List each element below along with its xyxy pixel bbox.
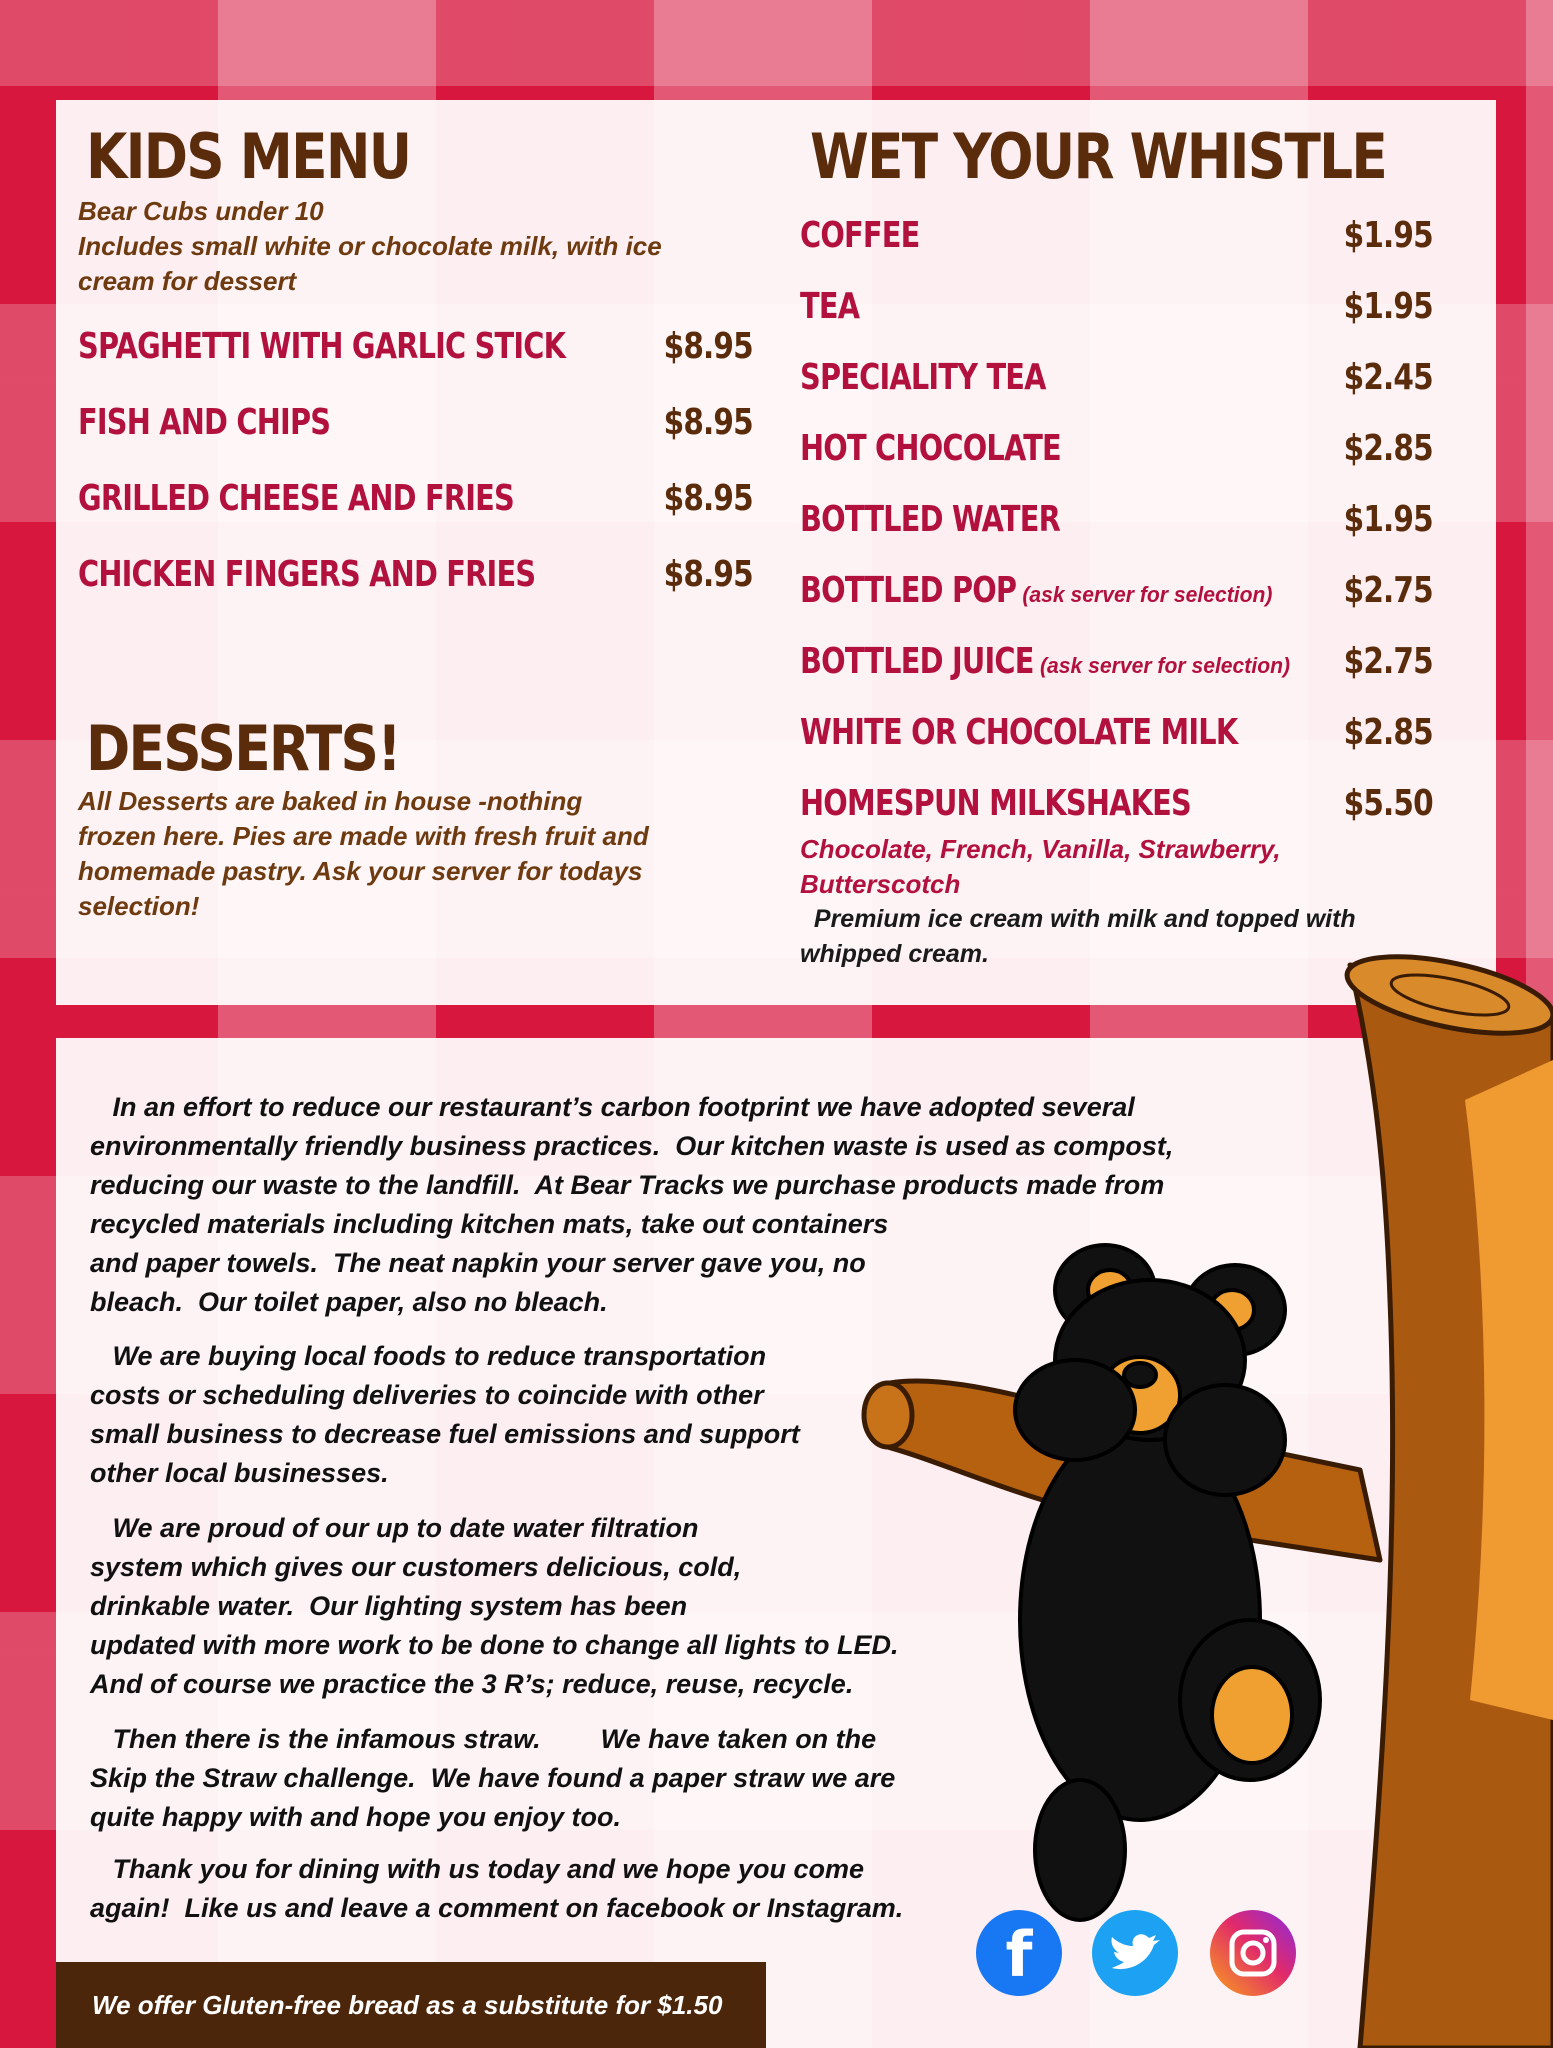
paragraph-line: updated with more work to be done to change all lights to LED. xyxy=(90,1630,899,1660)
kids-item-price: $8.95 xyxy=(663,554,753,595)
paragraph-line: Skip the Straw challenge. We have found a paper straw we are xyxy=(90,1763,896,1793)
paragraph-line: And of course we practice the 3 R’s; reduce, reuse, recycle. xyxy=(90,1669,854,1699)
flavors-line: Chocolate, French, Vanilla, Strawberry, xyxy=(800,834,1281,864)
drink-item-note: (ask server for selection) xyxy=(1039,653,1291,678)
facebook-icon[interactable] xyxy=(976,1910,1062,1996)
desserts-text-line: selection! xyxy=(78,891,200,921)
kids-subtitle-line: cream for dessert xyxy=(78,266,297,296)
paragraph-line: We are buying local foods to reduce transportation xyxy=(90,1341,767,1371)
paragraph-line: quite happy with and hope you enjoy too. xyxy=(90,1802,621,1832)
kids-subtitle-line: Includes small white or chocolate milk, with ice xyxy=(78,231,662,261)
gluten-free-notice: We offer Gluten-free bread as a substitute for $1.50 xyxy=(56,1962,766,2048)
flavors-line: Butterscotch xyxy=(800,869,961,899)
instagram-icon[interactable] xyxy=(1210,1910,1296,1996)
paragraph-line: costs or scheduling deliveries to coincide with other xyxy=(90,1380,764,1410)
paragraph-line: reducing our waste to the landfill. At Bear Tracks we purchase products made from xyxy=(90,1170,1165,1200)
paragraph-line: small business to decrease fuel emissions and support xyxy=(90,1419,800,1449)
drink-item-name: COFFEE xyxy=(800,215,920,256)
paragraph-line: We are proud of our up to date water filtration xyxy=(90,1513,699,1543)
kids-item-price: $8.95 xyxy=(663,326,753,367)
twitter-icon[interactable] xyxy=(1092,1910,1178,1996)
drink-item-name: BOTTLED POP (ask server for selection) xyxy=(800,570,1273,611)
desserts-text-line: homemade pastry. Ask your server for todays xyxy=(78,856,643,886)
kids-item-price: $8.95 xyxy=(663,478,753,519)
drink-item-price: $2.45 xyxy=(1343,357,1433,398)
drink-item-price: $2.85 xyxy=(1343,712,1433,753)
drink-item-name: BOTTLED JUICE (ask server for selection) xyxy=(800,641,1291,682)
drink-item-name: SPECIALITY TEA xyxy=(800,357,1046,398)
shake-desc-line: whipped cream. xyxy=(800,940,989,968)
drink-item-price: $2.85 xyxy=(1343,428,1433,469)
drink-item-price: $2.75 xyxy=(1343,570,1433,611)
drink-item-price: $1.95 xyxy=(1343,215,1433,256)
paragraph-line: In an effort to reduce our restaurant’s carbon footprint we have adopted several xyxy=(90,1092,1135,1122)
paragraph-line: Thank you for dining with us today and we hope you come xyxy=(90,1854,865,1884)
paragraph-line: Then there is the infamous straw. We have taken on the xyxy=(90,1724,877,1754)
paragraph-line: recycled materials including kitchen mats, take out containers xyxy=(90,1209,889,1239)
kids-item-name: FISH AND CHIPS xyxy=(78,402,331,443)
desserts-text-line: All Desserts are baked in house -nothing xyxy=(78,786,583,816)
drink-item-price: $2.75 xyxy=(1343,641,1433,682)
kids-item-price: $8.95 xyxy=(663,402,753,443)
desserts-title: DESSERTS! xyxy=(86,712,400,785)
kids-subtitle-line: Bear Cubs under 10 xyxy=(78,196,324,226)
kids-menu-title: KIDS MENU xyxy=(86,120,411,193)
paragraph-line: bleach. Our toilet paper, also no bleach. xyxy=(90,1287,608,1317)
drink-item-name: BOTTLED WATER xyxy=(800,499,1060,540)
drink-item-name: TEA xyxy=(800,286,860,327)
paragraph-line: other local businesses. xyxy=(90,1458,389,1488)
drinks-title: WET YOUR WHISTLE xyxy=(810,120,1387,193)
drink-item-name: HOMESPUN MILKSHAKES xyxy=(800,783,1191,824)
svg-text:f: f xyxy=(1005,1918,1033,1991)
kids-item-name: GRILLED CHEESE AND FRIES xyxy=(78,478,514,519)
paragraph-line: again! Like us and leave a comment on facebook or Instagram. xyxy=(90,1893,904,1923)
paragraph-line: and paper towels. The neat napkin your server gave you, no xyxy=(90,1248,866,1278)
shake-desc-line: Premium ice cream with milk and topped with xyxy=(800,905,1356,933)
drink-item-price: $1.95 xyxy=(1343,499,1433,540)
drink-item-price: $5.50 xyxy=(1343,783,1433,824)
paragraph-line: environmentally friendly business practices. Our kitchen waste is used as compost, xyxy=(90,1131,1174,1161)
drink-item-name: HOT CHOCOLATE xyxy=(800,428,1061,469)
kids-item-name: SPAGHETTI WITH GARLIC STICK xyxy=(78,326,566,367)
drink-item-price: $1.95 xyxy=(1343,286,1433,327)
kids-item-name: CHICKEN FINGERS AND FRIES xyxy=(78,554,536,595)
drink-item-note: (ask server for selection) xyxy=(1022,582,1273,607)
paragraph-line: drinkable water. Our lighting system has been xyxy=(90,1591,688,1621)
paragraph-line: system which gives our customers delicious, cold, xyxy=(90,1552,742,1582)
desserts-text-line: frozen here. Pies are made with fresh fruit and xyxy=(78,821,649,851)
drink-item-name: WHITE OR CHOCOLATE MILK xyxy=(800,712,1238,753)
bear xyxy=(1015,1245,1320,1920)
